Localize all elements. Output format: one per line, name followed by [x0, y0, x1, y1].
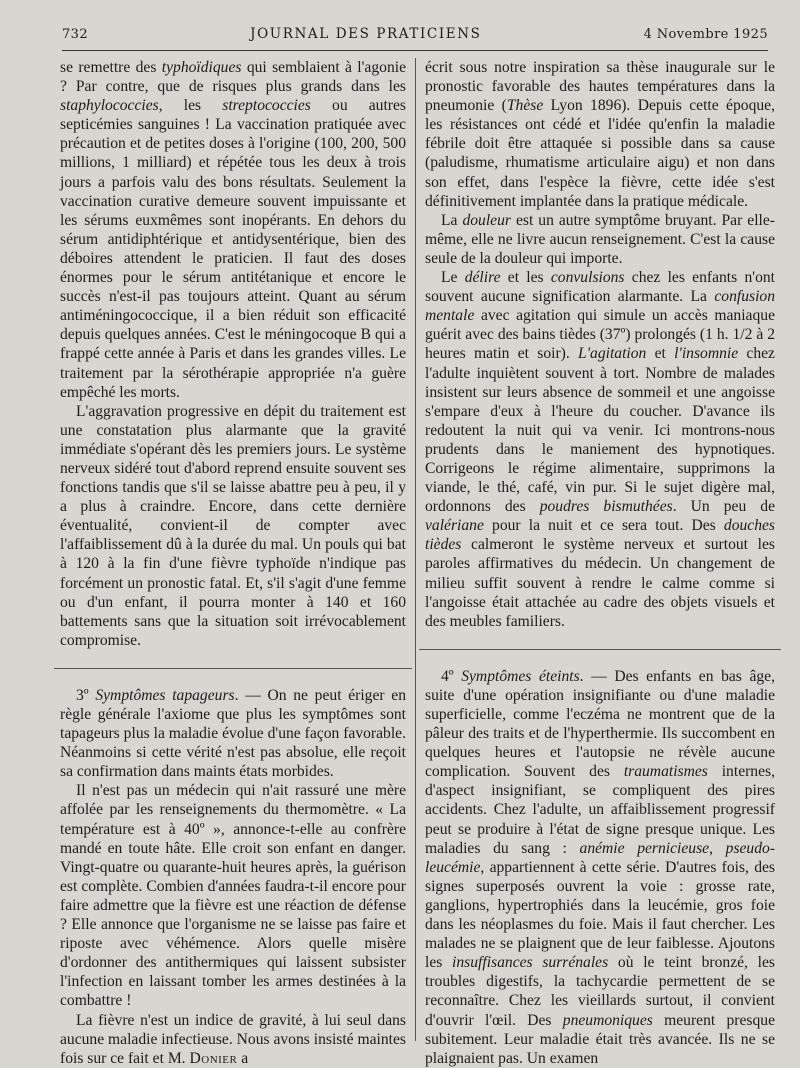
column-divider: [415, 58, 416, 1041]
right-paragraph-1: écrit sous notre inspiration sa thèse inaugurale sur le pronostic favorable des hautes températures dans la pneumonie (Thèse Lyon 1896). Depuis cette époque, les résistances ont cédé et l'idée qu'enfin la maladie fébrile doit être attaquée si possible dans sa cause (paludisme, rhumatisme articulaire aigu) et non dans son effet, dans l'espèce la fièvre, cette idée s'est définitivement implantée dans la pratique médicale.: [425, 59, 775, 210]
journal-title: JOURNAL DES PRATICIENS: [250, 26, 482, 42]
page-number: 732: [62, 27, 89, 42]
section-3-heading-paragraph: 3º Symptômes tapageurs. — On ne peut ériger en règle générale l'axiome que plus les symptômes sont tapageurs plus la maladie évolue d'une façon favorable. Néanmoins si cette vérité n'est pas absolue, elle reçoit sa confirmation dans maints états morbides.: [60, 686, 407, 781]
right-paragraph-2: La douleur est un autre symptôme bruyant. Par elle-même, elle ne livre aucun renseignement. C'est la cause seule de la douleur qui importe.: [425, 211, 775, 267]
right-column: [425, 58, 775, 1068]
section-rule: [419, 649, 781, 650]
section-rule: [54, 668, 412, 669]
left-paragraph-1: se remettre des typhoïdiques qui semblaient à l'agonie ? Par contre, que de risques plus grands dans les staphylococcies, les streptococcies ou autres septicémies sanguines ! La vaccination pratiquée avec précaution et de petites doses à l'origine (100, 200, 500 millions, 1 milliard) et répétée tous les deux à trois jours a parfois valu des bons résultats. Seulement la vaccination curative demeure souvent impuissante et les sérums euxmêmes sont inopérants. En dehors du sérum antidiphtérique et antidysentérique, bien des déboires attendent le praticien. Il faut des doses énormes pour le sérum antitétanique et encore le succès n'est-il pas toujours atteint. Quant au sérum antiméningococcique, il a bien réduit son efficacité depuis quelques années. C'est le méningocoque B qui a frappé cette année à Paris et dans les grandes villes. Le traitement par la sérothérapie appropriée n'a guère empêché les morts.: [60, 59, 406, 401]
header-rule: [62, 50, 768, 51]
section-3-title: Symptômes tapageurs: [95, 686, 235, 704]
right-paragraph-3: Le délire et les convulsions chez les enfants n'ont souvent aucune signification alarmante. La confusion mentale avec agitation qui simule un accès maniaque guérit avec des bains tièdes (37º) prolongés (1 h. 1/2 à 2 heures matin et soir). L'agitation et l'insomnie chez l'adulte inquiètent souvent à tort. Nombre de malades insistent sur leurs absence de sommeil et une angoisse s'empare d'eux à l'heure du coucher. D'avance ils redoutent la nuit qui va venir. Ici montrons-nous prudents dans le maniement des hypnotiques. Corrigeons le régime alimentaire, supprimons la viande, le thé, café, vin pur. Si le sujet digère mal, ordonnons des poudres bismuthées. Un peu de valériane pour la nuit et ce sera tout. Des douches tièdes calmeront le système nerveux et surtout les paroles affirmatives du médecin. Un changement de milieu suffit souvent à rendre le calme comme si l'angoisse était attachée au cadre des objets visuels et des meubles familiers.: [425, 269, 775, 630]
section-4-title: Symptômes éteints: [461, 667, 580, 685]
page-header: [62, 26, 768, 42]
left-paragraph-2: L'aggravation progressive en dépit du traitement est une constatation plus alarmante que la gravité immédiate s'opérant dès les premiers jours. Le système nerveux sidéré tout d'abord reprend ensuite souvent ses fonctions tandis que s'il se laisse abattre peu à peu, il y a plus à craindre. Encore, dans cette dernière éventualité, convient-il de compter avec l'affaiblissement dû à la durée du mal. Un pouls qui bat à 120 à la fin d'une fièvre typhoïde n'indique pas forcément un pronostic fatal. Et, s'il s'agit d'une femme ou d'un enfant, il pourra monter à 140 et 160 battements sans que la situation soit irrévocablement compromise.: [60, 402, 406, 649]
issue-date: 4 Novembre 1925: [643, 27, 768, 42]
section-4-heading-paragraph: 4º Symptômes éteints. — Des enfants en bas âge, suite d'une opération insignifiante ou d'une maladie superficielle, comme l'eczéma ne montrent que de la pâleur des traits et de l'hyperthermie. Ils succombent en quelques heures et l'autopsie ne révèle aucune complication. Souvent des traumatismes internes, d'aspect insignifiant, se compliquent des pires accidents. Chez l'adulte, un affaiblissement progressif peut se produire à l'état de signe presque unique. Les maladies du sang : anémie pernicieuse, pseudo-leucémie, appartiennent à cette série. D'autres fois, des signes superposés ouvrent la voie : grosse rate, ganglions, hypertrophiés dans la leucémie, gros foie dans les néoplasmes du foie. Mais il faut chercher. Les malades ne se plaignent que de leur faiblesse. Ajoutons les insuffisances surrénales où le teint bronzé, les troubles digestifs, la tachycardie permettent de se reconnaître. Chez les vieillards surtout, il convient d'ouvrir l'œil. Des pneumoniques meurent presque subitement. Leur maladie était très avancée. Ils ne se plaignaient pas. Un examen: [425, 667, 776, 1067]
left-paragraph-5: La fièvre n'est un indice de gravité, à lui seul dans aucune maladie infectieuse. Nous avons insisté maintes fois sur ce fait et M. Donier a: [60, 1011, 406, 1067]
left-paragraph-4: Il n'est pas un médecin qui n'ait rassuré une mère affolée par les renseignements du thermomètre. « La température est à 40º », annonce-t-elle au confrère mandé en toute hâte. Elle croit son enfant en danger. Vingt-quatre ou quarante-huit heures après, la guérison est complète. Combien d'années faudra-t-il encore pour faire admettre que la fièvre est une réaction de défense ? Elle annonce que l'organisme ne se laisse pas faire et riposte avec véhémence. Alors quelle misère d'ordonner des antithermiques qui laissent subsister l'infection en laissant tomber les armes destinées à la combattre !: [60, 782, 406, 1010]
left-column: [60, 58, 406, 1068]
